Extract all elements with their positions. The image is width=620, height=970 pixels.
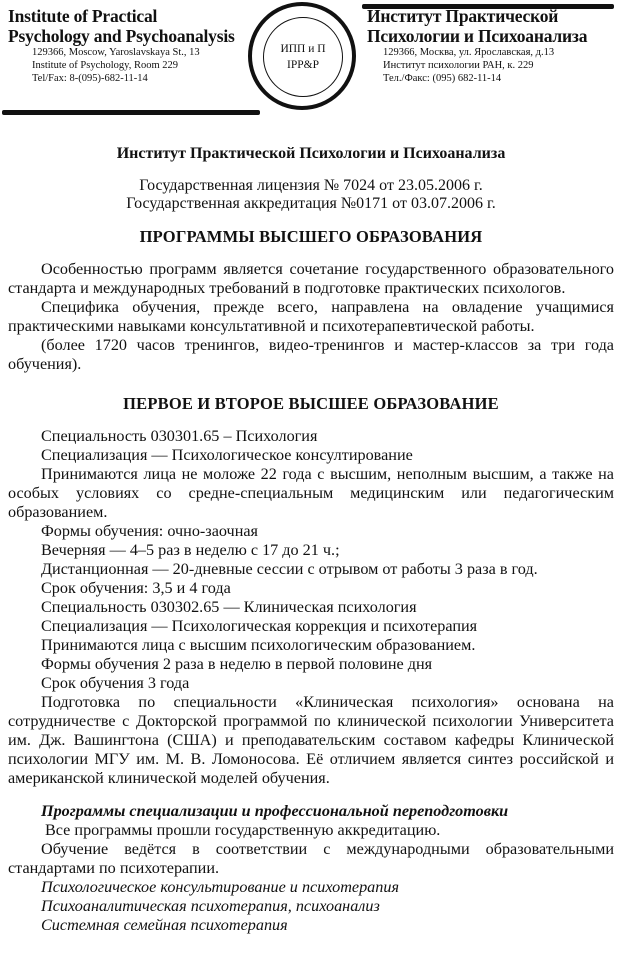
section-heading-specialization-programs: Программы специализации и профессиональной переподготовки: [41, 802, 509, 820]
evening-line: Вечерняя — 4–5 раз в неделю с 17 до 21 ч.;: [41, 541, 340, 559]
program-item: Психологическое консультирование и психотерапия: [41, 878, 399, 896]
paragraph: Особенностью программ является сочетание государственного образовательного стандарта и международных требований в подготовке практических психологов.: [8, 260, 614, 297]
paragraph: Все программы прошли государственную аккредитацию.: [45, 821, 441, 839]
admission-line: Принимаются лица с высшим психологическим образованием.: [41, 636, 476, 654]
letterhead-english: [8, 6, 235, 85]
section-heading-higher-education: ПРОГРАММЫ ВЫСШЕГО ОБРАЗОВАНИЯ: [139, 227, 483, 246]
institute-title-ru-1: Институт Практической: [367, 6, 559, 26]
paragraph: (более 1720 часов тренингов, видео-тренингов и мастер-классов за три года обучения).: [8, 336, 614, 373]
room-ru: Институт психологии РАН, к. 229: [383, 60, 534, 71]
clinical-program-paragraph: Подготовка по специальности «Клиническая психология» основана на сотрудничестве с Докторской программой по клинической психологии Университета им. Дж. Вашингтона (США) и преподавательским составом кафедры Клинической психологии МГУ им. М. В. Ломоносова. Её отличием является синтез российской и американской клинической моделей обучения.: [8, 693, 614, 787]
specialization-line: Специализация — Психологическое консултирование: [41, 446, 413, 464]
phone-en: Tel/Fax: 8-(095)-682-11-14: [32, 73, 148, 84]
document-body: [8, 144, 614, 935]
paragraph: Обучение ведётся в соответствии с международными образовательными стандартами по психотерапии.: [8, 840, 614, 877]
letterhead: [0, 0, 620, 120]
seal-text-ru: ИПП и П: [280, 43, 326, 55]
specialty-line: Специальность 030301.65 – Психология: [41, 427, 318, 445]
phone-ru: Тел./Факс: (095) 682-11-14: [383, 73, 502, 84]
seal-text-en: IPP&P: [287, 59, 319, 71]
program-item: Системная семейная психотерапия: [41, 916, 288, 934]
distance-line: Дистанционная — 20-дневные сессии с отрывом от работы 3 раза в год.: [41, 560, 538, 578]
institute-title-en-1: Institute of Practical: [8, 6, 158, 26]
address-en: 129366, Moscow, Yaroslavskaya St., 13: [32, 47, 200, 58]
specialization-line: Специализация — Психологическая коррекция и психотерапия: [41, 617, 478, 635]
institute-name-heading: Институт Практической Психологии и Психоанализа: [116, 145, 506, 162]
license-line: Государственная лицензия № 7024 от 23.05.2006 г.: [139, 177, 483, 194]
institute-title-en-2: Psychology and Psychoanalysis: [8, 26, 235, 46]
study-form-line: Формы обучения: очно-заочная: [41, 522, 258, 540]
program-item: Психоаналитическая психотерапия, психоанализ: [41, 897, 380, 915]
section-heading-first-second-degree: ПЕРВОЕ И ВТОРОЕ ВЫСШЕЕ ОБРАЗОВАНИЕ: [123, 394, 499, 413]
paragraph: Специфика обучения, прежде всего, направлена на овладение учащимися практическими навыками консультативной и психотерапевтической работы.: [8, 298, 614, 335]
letterhead-bottom-rule: [2, 110, 260, 115]
institute-title-ru-2: Психологии и Психоанализа: [367, 26, 588, 46]
admission-paragraph: Принимаются лица не моложе 22 года с высшим, неполным высшим, а также на особых условиях со средне-специальным медицинским или педагогическим образованием.: [8, 465, 614, 521]
accreditation-line: Государственная аккредитация №0171 от 03.07.2006 г.: [126, 195, 496, 212]
address-ru: 129366, Москва, ул. Ярославская, д.13: [383, 47, 555, 58]
room-en: Institute of Psychology, Room 229: [32, 60, 179, 71]
specialty-line: Специальность 030302.65 — Клиническая психология: [41, 598, 417, 616]
duration-line: Срок обучения: 3,5 и 4 года: [41, 579, 231, 597]
seal-logo: [263, 17, 343, 97]
license-block: [8, 177, 614, 213]
study-form-line: Формы обучения 2 раза в неделю в первой половине дня: [41, 655, 433, 673]
duration-line: Срок обучения 3 года: [41, 674, 190, 692]
letterhead-russian: [367, 6, 587, 85]
